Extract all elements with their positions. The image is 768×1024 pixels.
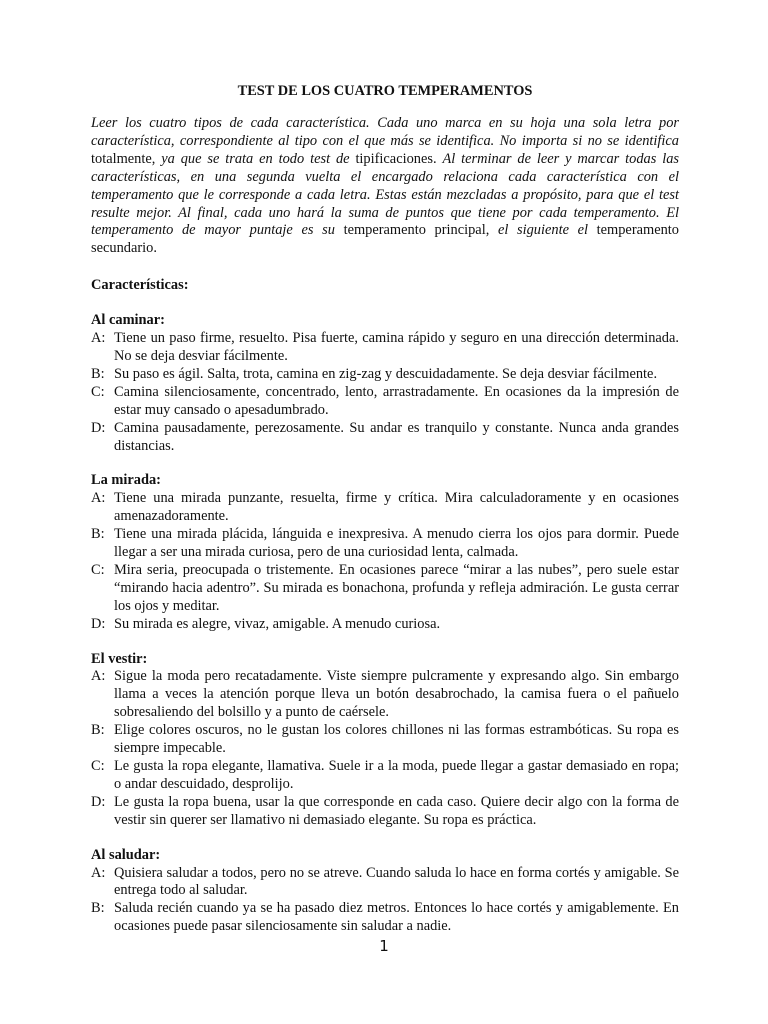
option-text: Elige colores oscuros, no le gustan los colores chillones ni las formas estrambóticas. Su ropa es siempre impecable. xyxy=(114,722,679,757)
option-item xyxy=(91,900,679,936)
section-heading: Al caminar: xyxy=(91,312,165,329)
option-item xyxy=(91,366,679,384)
intro-segment: Leer los cuatro tipos de cada característica. Cada uno marca en su hoja una sola letra por característica, correspondiente al tipo con el que más se identifica. No importa si no se identifica xyxy=(91,115,679,149)
section-heading: La mirada: xyxy=(91,472,161,489)
option-letter: C: xyxy=(91,383,105,400)
option-letter: B: xyxy=(91,526,105,543)
section-heading: Al saludar: xyxy=(91,846,161,863)
option-letter: C: xyxy=(91,561,105,578)
option-letter: A: xyxy=(91,864,106,881)
section xyxy=(91,847,679,937)
sections-list xyxy=(91,312,679,936)
option-text: Tiene un paso firme, resuelto. Pisa fuerte, camina rápido y seguro en una dirección determinada. No se deja desviar fácilmente. xyxy=(114,330,679,364)
option-item xyxy=(91,490,679,526)
option-letter: A: xyxy=(91,490,106,507)
option-item xyxy=(91,562,679,616)
option-letter: B: xyxy=(91,722,105,739)
intro-segment: ya que se trata en todo test de xyxy=(161,150,356,167)
option-item xyxy=(91,616,679,634)
characteristics-heading: Características: xyxy=(91,277,189,294)
option-letter: D: xyxy=(91,615,106,632)
option-text: Le gusta la ropa elegante, llamativa. Suele ir a la moda, puede llegar a gastar demasiado en ropa; o andar descuidado, desprolijo. xyxy=(114,758,679,792)
intro-segment: el siguiente el xyxy=(497,222,597,239)
option-text: Sigue la moda pero recatadamente. Viste siempre pulcramente y expresando algo. Sin embargo llama a veces la atención porque lleva un botón desabrochado, la camisa fuera o el pañuelo sobresaliendo del bolsillo y a punto de caérsele. xyxy=(114,668,679,721)
page-number: 1 xyxy=(379,937,389,955)
option-letter: D: xyxy=(91,419,106,436)
option-text: Camina pausadamente, perezosamente. Su andar es tranquilo y constante. Nunca anda grandes distancias. xyxy=(114,419,679,454)
option-item xyxy=(91,722,679,758)
document-body xyxy=(91,82,679,953)
intro-segment: tipificaciones. xyxy=(355,150,443,167)
option-item xyxy=(91,758,679,794)
intro-segment: temperamento secundario. xyxy=(91,222,679,257)
option-letter: B: xyxy=(91,900,105,917)
option-text: Saluda recién cuando ya se ha pasado diez metros. Entonces lo hace cortés y amigablemente. En ocasiones puede pasar silenciosamente sin saludar a nadie. xyxy=(114,900,679,935)
section xyxy=(91,472,679,633)
option-item xyxy=(91,384,679,420)
option-letter: A: xyxy=(91,330,106,347)
intro-segment: Al terminar de leer y marcar todas las características, en una segunda vuelta el encargado relaciona cada característica con el temperamento que le corresponde a cada letra. Estas están mezcladas a propósito, para que el test resulte mejor. Al final, cada uno hará la suma de puntos que tiene por cada temperamento. El temperamento de mayor puntaje es su xyxy=(91,150,680,239)
option-text: Le gusta la ropa buena, usar la que corresponde en cada caso. Quiere decir algo con la forma de vestir sin querer ser llamativo ni demasiado elegante. Su ropa es práctica. xyxy=(114,793,679,828)
option-item xyxy=(91,794,679,830)
intro-paragraph xyxy=(91,115,679,258)
option-letter: A: xyxy=(91,668,106,685)
option-text: Mira seria, preocupada o tristemente. En ocasiones parece “mirar a las nubes”, pero suele estar “mirando hacia adentro”. Su mirada es bonachona, profunda y refleja admiración. Le gusta cerrar los ojos y meditar. xyxy=(114,561,679,614)
document-title: TEST DE LOS CUATRO TEMPERAMENTOS xyxy=(237,83,533,99)
option-item xyxy=(91,865,679,901)
intro-segment: totalmente, xyxy=(91,150,162,167)
option-text: Quisiera saludar a todos, pero no se atreve. Cuando saluda lo hace en forma cortés y amigable. Se entrega todo al saludar. xyxy=(114,864,679,899)
option-letter: B: xyxy=(91,365,105,382)
option-item xyxy=(91,526,679,562)
option-text: Su mirada es alegre, vivaz, amigable. A menudo curiosa. xyxy=(114,615,441,632)
section xyxy=(91,312,679,455)
option-text: Tiene una mirada plácida, lánguida e inexpresiva. A menudo cierra los ojos para dormir. Puede llegar a ser una mirada curiosa, pero de una curiosidad lenta, calmada. xyxy=(114,526,679,561)
option-item xyxy=(91,668,679,722)
option-letter: D: xyxy=(91,793,106,810)
option-item xyxy=(91,330,679,366)
option-text: Su paso es ágil. Salta, trota, camina en zig-zag y descuidadamente. Se deja desviar fácilmente. xyxy=(114,365,658,382)
section-heading: El vestir: xyxy=(91,650,148,667)
intro-segment: temperamento principal, xyxy=(343,222,498,239)
option-text: Camina silenciosamente, concentrado, lento, arrastradamente. En ocasiones da la impresión de estar muy cansado o apesadumbrado. xyxy=(114,383,679,418)
option-item xyxy=(91,420,679,456)
section xyxy=(91,651,679,830)
option-text: Tiene una mirada punzante, resuelta, firme y crítica. Mira calculadoramente y en ocasiones amenazadoramente. xyxy=(114,490,679,525)
option-letter: C: xyxy=(91,758,105,774)
